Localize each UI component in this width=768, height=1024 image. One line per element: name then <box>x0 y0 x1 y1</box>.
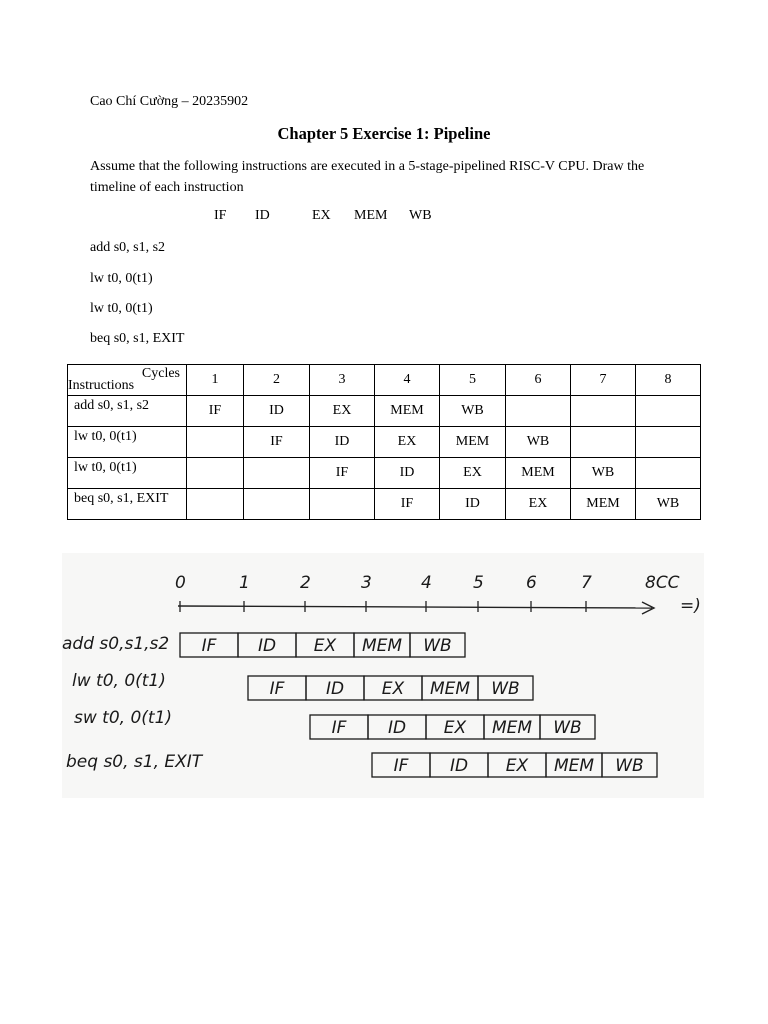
corner-label-instructions: Instructions <box>68 378 135 393</box>
table-row <box>68 489 701 520</box>
handwritten-row-label: sw t0, 0(t1) <box>74 708 173 728</box>
stage-cell: WB <box>440 396 506 427</box>
stage-cell: WB <box>506 427 571 458</box>
stage-label-mem: MEM <box>354 208 388 223</box>
instruction-line: add s0, s1, s2 <box>90 240 166 255</box>
row-instruction-name: lw t0, 0(t1) <box>68 458 187 489</box>
row-instruction-name: lw t0, 0(t1) <box>68 427 187 458</box>
row-instruction-name: add s0, s1, s2 <box>68 396 187 427</box>
timeline-tick-label: 3 <box>361 573 372 593</box>
timeline-tick-label: 8CC <box>645 573 680 593</box>
handwritten-stage-label: ID <box>257 636 277 656</box>
table-corner-cell <box>68 365 187 396</box>
stage-cell <box>187 458 244 489</box>
cycle-header: 7 <box>571 365 636 396</box>
stage-label-wb: WB <box>409 208 432 223</box>
stage-cell: IF <box>187 396 244 427</box>
table-row <box>68 427 701 458</box>
pipeline-table <box>67 364 701 520</box>
stage-cell: ID <box>375 458 440 489</box>
stage-cell: MEM <box>506 458 571 489</box>
stage-cell: MEM <box>375 396 440 427</box>
table-row <box>68 458 701 489</box>
stage-cell <box>571 396 636 427</box>
handwritten-row-label: beq s0, s1, EXIT <box>66 752 203 772</box>
table-row <box>68 396 701 427</box>
timeline-tick-label: 4 <box>421 573 432 593</box>
instruction-line: beq s0, s1, EXIT <box>90 331 185 346</box>
stage-cell: EX <box>310 396 375 427</box>
stage-cell: WB <box>636 489 701 520</box>
cycle-header: 3 <box>310 365 375 396</box>
stage-cell: EX <box>375 427 440 458</box>
stage-cell: IF <box>244 427 310 458</box>
stage-cell: EX <box>506 489 571 520</box>
cycle-header: 4 <box>375 365 440 396</box>
author-line: Cao Chí Cường – 20235902 <box>90 94 249 109</box>
handwritten-stage-label: WB <box>423 636 452 656</box>
handwritten-stage-label: WB <box>553 718 582 738</box>
timeline-tick-label: 2 <box>300 573 311 593</box>
stage-cell: ID <box>440 489 506 520</box>
cycle-header: 5 <box>440 365 506 396</box>
handwritten-stage-label: ID <box>325 679 345 699</box>
handwritten-pipeline-sketch <box>62 553 704 798</box>
exercise-description: Assume that the following instructions are executed in a 5-stage-pipelined RISC-V CPU. Draw the timeline of each instruction <box>90 159 645 195</box>
stage-cell: IF <box>375 489 440 520</box>
stage-cell <box>187 489 244 520</box>
handwritten-stage-label: EX <box>313 636 337 656</box>
handwritten-stage-label: MEM <box>429 679 471 699</box>
stage-cell <box>187 427 244 458</box>
page-title: Chapter 5 Exercise 1: Pipeline <box>277 124 491 143</box>
table-header-row <box>68 365 701 396</box>
stage-cell <box>244 489 310 520</box>
stage-cell <box>636 396 701 427</box>
cycle-header: 8 <box>636 365 701 396</box>
stage-cell: ID <box>244 396 310 427</box>
stage-label-ex: EX <box>312 208 331 223</box>
stage-label-if: IF <box>214 208 227 223</box>
row-instruction-name: beq s0, s1, EXIT <box>68 489 187 520</box>
timeline-tick-label: 5 <box>473 573 484 593</box>
handwritten-stage-label: WB <box>615 756 644 776</box>
handwritten-row-label: lw t0, 0(t1) <box>72 671 166 691</box>
stage-cell <box>636 458 701 489</box>
instruction-line: lw t0, 0(t1) <box>90 301 153 316</box>
stage-cell: ID <box>310 427 375 458</box>
handwritten-stage-label: EX <box>505 756 529 776</box>
corner-label-cycles: Cycles <box>141 366 180 381</box>
handwritten-stage-label: ID <box>387 718 407 738</box>
timeline-tick-label: 1 <box>239 573 250 593</box>
stage-cell <box>636 427 701 458</box>
cycle-header: 1 <box>187 365 244 396</box>
handwritten-stage-label: EX <box>443 718 467 738</box>
stage-cell: WB <box>571 458 636 489</box>
stage-cell <box>506 396 571 427</box>
stage-label-id: ID <box>255 208 270 223</box>
timeline-tick-label: 0 <box>175 573 186 593</box>
stage-cell: IF <box>310 458 375 489</box>
handwritten-stage-label: IF <box>269 679 285 699</box>
stage-cell: MEM <box>571 489 636 520</box>
handwritten-stage-label: IF <box>393 756 409 776</box>
instruction-line: lw t0, 0(t1) <box>90 271 153 286</box>
stage-cell <box>571 427 636 458</box>
handwritten-stage-label: MEM <box>553 756 595 776</box>
handwritten-stage-label: MEM <box>361 636 403 656</box>
cycle-header: 6 <box>506 365 571 396</box>
handwritten-row-label: add s0,s1,s2 <box>62 634 170 654</box>
cycle-header: 2 <box>244 365 310 396</box>
timeline-tick-label: 6 <box>526 573 537 593</box>
stage-cell: EX <box>440 458 506 489</box>
timeline-tick-label: 7 <box>581 573 592 593</box>
handwritten-stage-label: WB <box>491 679 520 699</box>
stage-cell <box>310 489 375 520</box>
handwritten-stage-label: ID <box>449 756 469 776</box>
stage-cell: MEM <box>440 427 506 458</box>
handwritten-stage-label: MEM <box>491 718 533 738</box>
handwritten-stage-label: IF <box>201 636 217 656</box>
handwritten-stage-label: EX <box>381 679 405 699</box>
handwritten-stage-label: IF <box>331 718 347 738</box>
stage-cell <box>244 458 310 489</box>
arrow-mark: =) <box>680 596 701 616</box>
